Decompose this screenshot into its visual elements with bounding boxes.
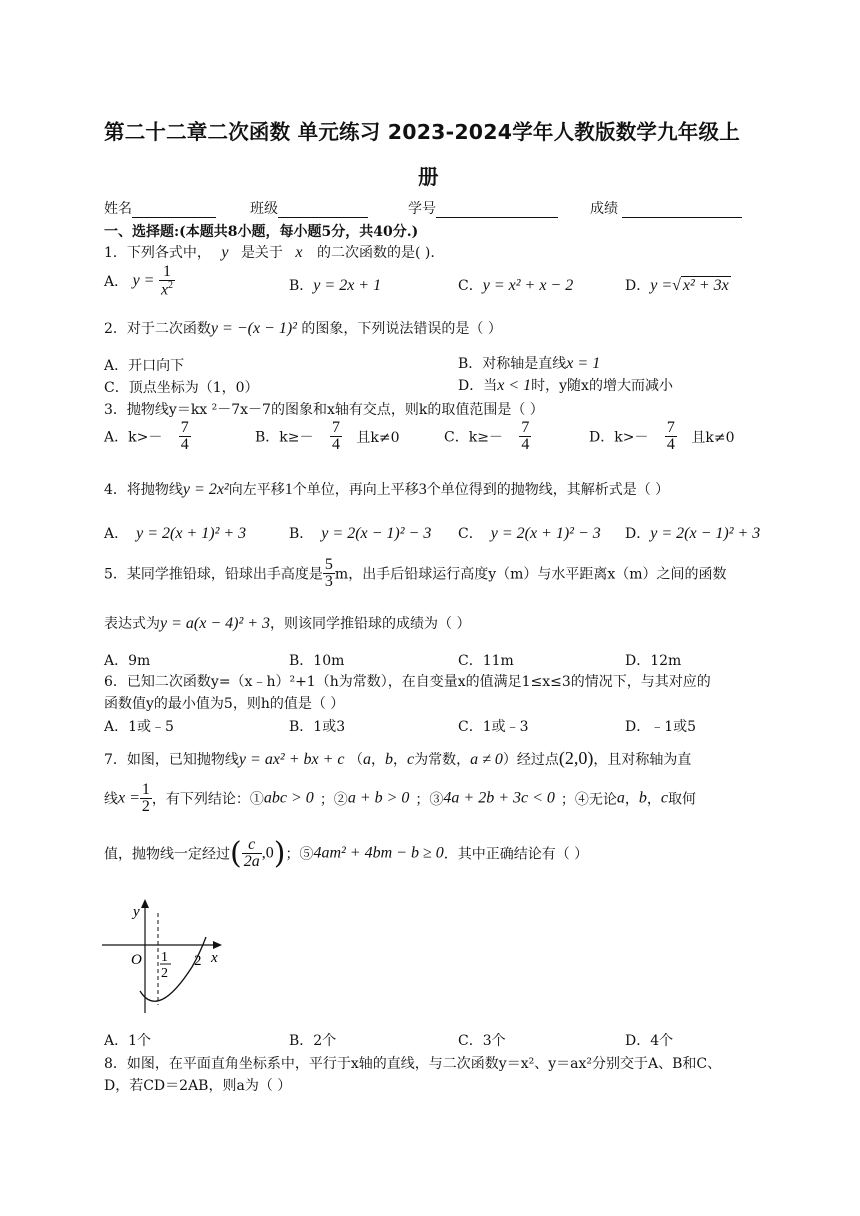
q4-b-label: B． [289, 526, 314, 542]
q1-b-expr: y = 2x + 1 [313, 277, 382, 294]
q7-option-c: C．3个 [458, 1033, 506, 1049]
q7-conclusion-3: 4a + 2b + 3c < 0 [443, 789, 555, 807]
class-label: 班级 [250, 201, 278, 217]
q3-b-label: B．k≥－ [255, 429, 314, 446]
q4-text-c: 个单位，再向上平移 [292, 482, 419, 498]
q7-axis-lhs: x = [118, 789, 140, 807]
fig-origin-label: O [131, 952, 142, 968]
q5-expr: y = a(x − 4)² + 3 [160, 615, 271, 632]
q3-option-a [104, 420, 191, 453]
q4-b-expr: y = 2(x − 1)² − 3 [321, 525, 432, 542]
q3-d-label: D．k>－ [589, 429, 649, 446]
q1-text-b: 是关于 [240, 245, 283, 261]
q2-option-c: C．顶点坐标为（1，0） [104, 380, 259, 396]
q1-option-d: D．y =√ x² + 3x [625, 277, 729, 294]
q7-text-a: 7．如图，已知抛物线 [104, 752, 239, 768]
q2-b-expr: x = 1 [566, 355, 601, 372]
page-title-line1: 第二十二章二次函数 单元练习 2023-2024学年人教版数学九年级上 [104, 120, 740, 144]
q2-expr: y = −(x − 1)² [210, 320, 297, 337]
question-6-line1: 6．已知二次函数y=（x﹣h）²+1（h为常数），在自变量x的值满足1≤x≤3的情况下，与其对应的 [104, 674, 711, 690]
q5-option-c: C．11m [458, 653, 514, 669]
question-3-stem: 3．抛物线y＝kx ²－7x－7的图象和x轴有交点，则k的取值范围是（ ） [104, 402, 544, 418]
q7-sep-2: ；② [319, 791, 348, 808]
q7-option-b: B．2个 [289, 1033, 337, 1049]
q2-text-a: 2．对于二次函数 [104, 321, 211, 337]
q4-d-label: D． [625, 526, 651, 542]
q2-d-text-b: 时，y随x的增大而减小 [531, 378, 673, 394]
q7-comma-1: ， [370, 752, 385, 768]
question-8-line2: D，若CD＝2AB，则a为（ ） [104, 1078, 292, 1094]
q4-option-c [458, 523, 601, 543]
q5-option-d: D．12m [625, 653, 682, 669]
q7-var-b-2: b [638, 789, 647, 807]
x-axis-arrow [213, 941, 222, 949]
q7-var-a-2: a [616, 789, 625, 807]
q3-a-fraction: $\frac{7}{4}$ [180, 419, 189, 453]
q5-line2-a: 表达式为 [104, 616, 160, 632]
q1-a-label: A． [104, 274, 129, 291]
q7-text-e: ，且对称轴为直 [593, 752, 692, 768]
q2-d-expr: x < 1 [497, 377, 532, 394]
q4-text-d: 个单位得到的抛物线，其解析式是（ ） [426, 482, 670, 498]
fig-two-label: 2 [194, 953, 202, 969]
q4-d-expr: y = 2(x − 1)² + 3 [650, 525, 761, 542]
q4-text-a: 4．将抛物线 [104, 482, 183, 498]
q3-a-label: A．k>－ [104, 429, 163, 446]
q7-comma-3: ， [624, 791, 639, 808]
q4-n1: 1 [284, 481, 293, 498]
q7-line2-c: 取何 [668, 791, 697, 808]
q7-condition: a ≠ 0 [470, 751, 503, 768]
q3-b-tail: 且k≠0 [356, 429, 400, 446]
fig-half-den: 2 [161, 966, 168, 981]
q5-option-a: A．9m [104, 653, 151, 669]
q4-n3: 3 [418, 481, 427, 498]
q7-text-d: ）经过点 [502, 752, 559, 768]
q7-parabola-figure [100, 895, 230, 1020]
q7-point-fraction: $\frac{c}{2a}$ [243, 836, 260, 870]
q7-sep-4: ；④无论 [560, 791, 617, 808]
q3-d-fraction: $\frac{7}{4}$ [666, 419, 675, 453]
q1-c-expr: y = x² + x − 2 [482, 277, 574, 294]
q3-option-d [589, 420, 734, 453]
q7-axis-fraction: $\frac{1}{2}$ [141, 781, 150, 815]
q1-d-label: D． [625, 278, 651, 294]
q7-line3-a: 值，抛物线一定经过 [104, 846, 230, 863]
q1-var-y: y [221, 244, 229, 261]
q7-point: (2,0) [558, 748, 594, 768]
q5-line2-b: ，则该同学推铅球的成绩为（ ） [270, 616, 471, 632]
q7-var-b: b [384, 751, 393, 768]
q3-c-fraction: $\frac{7}{4}$ [521, 419, 530, 453]
student-id-label: 学号 [408, 201, 436, 217]
y-axis-arrow [141, 899, 149, 908]
q7-var-c: c [406, 751, 415, 768]
q2-option-b [458, 353, 600, 373]
q7-text-c: 为常数， [414, 752, 471, 768]
q6-option-d: D．﹣1或5 [625, 719, 697, 735]
q7-parabola-expr: y = ax² + bx + c [238, 751, 345, 768]
q3-b-fraction: $\frac{7}{4}$ [331, 419, 340, 453]
name-field [104, 198, 216, 218]
question-8-line1: 8．如图，在平面直角坐标系中，平行于x轴的直线，与二次函数y＝x²、y＝ax²分别交于A、B和C、 [104, 1056, 722, 1072]
q7-line2-a: 线 [104, 791, 118, 808]
q2-option-d [458, 375, 673, 395]
student-id-field [408, 198, 558, 218]
question-6-line2: 函数值y的最小值为5，则h的值是（ ） [104, 696, 345, 712]
q6-option-a: A．1或﹣5 [104, 719, 174, 735]
q1-option-a [104, 264, 175, 298]
q1-d-lhs: y = [650, 277, 673, 294]
q1-a-fraction: $\frac{1}{x^2}$ [160, 263, 174, 299]
q6-option-c: C．1或﹣3 [458, 719, 529, 735]
q4-option-b [289, 523, 431, 543]
q2-d-text-a: D．当 [458, 378, 498, 394]
question-1-stem [104, 242, 435, 262]
q1-b-label: B． [289, 278, 314, 294]
q1-c-label: C． [458, 278, 483, 294]
fig-x-label: x [211, 950, 218, 966]
page-title-line2: 册 [418, 165, 439, 189]
question-7-line3: 值，抛物线一定经过( $\frac{c}{2a}$ ,0)；⑤4am² + 4bm − b ≥ 0．其中正确结论有（ ） [104, 836, 589, 871]
q7-line2-b: ，有下列结论：① [151, 791, 264, 808]
q1-text-a: 1．下列各式中， [104, 245, 211, 261]
q3-option-c [444, 420, 531, 453]
q3-c-label: C．k≥－ [444, 429, 503, 446]
q4-c-label: C． [458, 526, 483, 542]
q2-option-a: A．开口向下 [104, 358, 185, 374]
question-5-line2 [104, 613, 471, 633]
q7-option-a: A．1个 [104, 1033, 152, 1049]
q3-d-tail: 且k≠0 [691, 429, 735, 446]
q4-a-label: A． [104, 526, 129, 542]
q7-option-d: D．4个 [625, 1033, 674, 1049]
name-label: 姓名 [104, 201, 132, 217]
q1-option-c [458, 275, 573, 295]
q4-option-a [104, 523, 246, 543]
q7-comma-2: ， [392, 752, 407, 768]
q1-text-c: 的二次函数的是( ). [316, 245, 435, 261]
q5-fraction: $\frac{5}{3}$ [324, 556, 333, 590]
q3-option-b [255, 420, 400, 453]
q7-paren-open: （ [348, 752, 363, 768]
q7-line3-b: ；⑤ [285, 846, 314, 863]
q7-conclusion-5: 4am² + 4bm − b ≥ 0 [313, 844, 444, 862]
q7-comma-4: ， [646, 791, 661, 808]
score-label: 成绩 [590, 201, 618, 217]
q7-line3-c: ．其中正确结论有（ ） [443, 846, 589, 863]
q4-expr: y = 2x² [182, 481, 229, 498]
q1-var-x: x [295, 244, 303, 261]
q7-conclusion-2: a + b > 0 [347, 789, 410, 807]
q1-d-radicand: x² + 3x [682, 277, 729, 294]
q5-text-b: m，出手后铅球运行高度y（m）与水平距离x（m）之间的函数 [334, 566, 727, 583]
q2-text-b: 的图象，下列说法错误的是（ ） [301, 321, 502, 337]
q7-conclusion-1: abc > 0 [263, 789, 314, 807]
fig-half-num: 1 [161, 950, 168, 965]
parabola-curve [140, 937, 206, 1001]
q4-option-d [625, 523, 760, 543]
q7-var-c-2: c [660, 789, 669, 807]
q5-text-a: 5．某同学推铅球，铅球出手高度是 [104, 566, 323, 583]
q7-sep-3: ；③ [415, 791, 444, 808]
section-heading: 一、选择题:(本题共8小题，每小题5分，共40分.) [104, 224, 419, 240]
q1-a-lhs: y = [132, 272, 155, 290]
q1-option-b [289, 275, 381, 295]
question-5-line1 [104, 557, 727, 590]
class-field [250, 198, 368, 218]
q4-a-expr: y = 2(x + 1)² + 3 [136, 525, 247, 542]
q6-option-b: B．1或3 [289, 719, 346, 735]
question-7-line2 [104, 782, 696, 815]
q5-option-b: B．10m [289, 653, 345, 669]
fig-y-label: y [133, 904, 140, 920]
question-2-stem [104, 318, 502, 338]
score-field [590, 198, 742, 218]
question-7-line1 [104, 748, 691, 769]
q2-b-label: B．对称轴是直线 [458, 356, 567, 372]
question-4-stem [104, 479, 669, 499]
q4-c-expr: y = 2(x + 1)² − 3 [490, 525, 601, 542]
q4-text-b: 向左平移 [228, 482, 285, 498]
q7-var-a: a [362, 751, 371, 768]
